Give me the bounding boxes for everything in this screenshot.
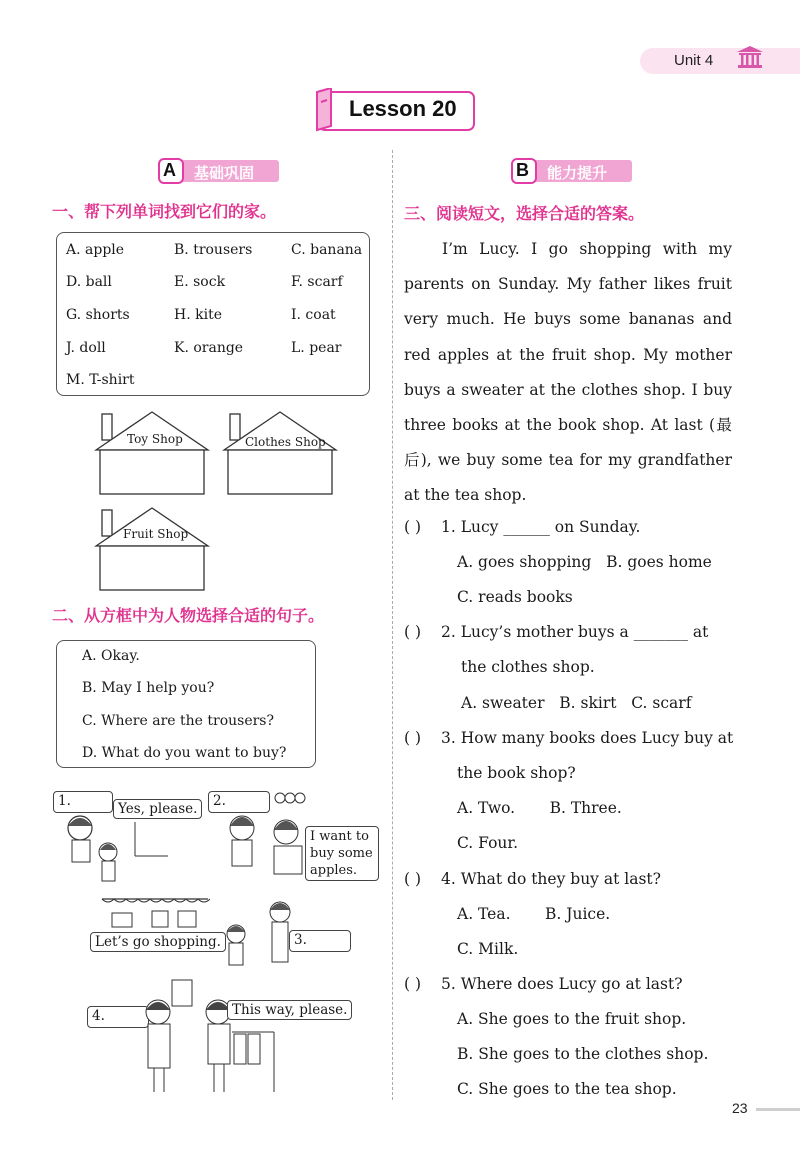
speech-bubble: Yes, please. [113,799,202,819]
sentence-option: C. Where are the trousers? [82,713,275,729]
question-stem-cont: the book shop? [457,764,576,782]
column-divider [392,150,393,1100]
question-option: A. Tea. B. Juice. [457,905,611,923]
shop-awning-illustration [100,893,210,933]
word-item: G. shorts [66,307,130,323]
blank-number: 1. [58,793,71,809]
house-clothes-shop [222,410,340,496]
question-option: C. Four. [457,834,519,852]
question-option: A. sweater B. skirt C. scarf [461,694,692,712]
speech-bubble: Let’s go shopping. [90,932,226,952]
blank-number: 3. [294,932,307,948]
question-option: A. goes shopping B. goes home [457,553,712,571]
question-option: A. Two. B. Three. [457,799,622,817]
question-option: C. reads books [457,588,573,606]
building-icon [735,44,765,70]
house-label: Toy Shop [127,432,183,446]
q2-heading: 二、从方框中为人物选择合适的句子。 [52,606,325,625]
section-a-label: 基础巩固 [194,164,255,182]
girl-shopper-illustration [60,812,170,884]
page-number-rule [756,1108,800,1111]
question-stem: 5. Where does Lucy go at last? [441,975,683,993]
sentence-option: A. Okay. [82,648,140,664]
book-icon [313,88,337,132]
answer-paren[interactable]: ( ) [404,870,422,888]
section-b-label: 能力提升 [547,164,608,182]
question-stem: 2. Lucy’s mother buys a _______ at [441,623,709,641]
question-option: C. She goes to the tea shop. [457,1080,677,1098]
unit-tab [640,48,800,74]
question-stem: 1. Lucy ______ on Sunday. [441,518,641,536]
word-item: D. ball [66,274,112,290]
answer-paren[interactable]: ( ) [404,623,422,641]
blank-number: 4. [92,1008,105,1024]
answer-paren[interactable]: ( ) [404,518,422,536]
house-label: Clothes Shop [245,435,326,449]
word-item: C. banana [291,242,363,258]
shop-assistant-illustration [128,978,278,1096]
question-stem-cont: the clothes shop. [461,658,595,676]
house-label: Fruit Shop [123,527,189,541]
lesson-title: Lesson 20 [349,96,457,121]
q1-heading: 一、帮下列单词找到它们的家。 [52,202,277,221]
speech-bubble: This way, please. [227,1000,352,1020]
answer-paren[interactable]: ( ) [404,729,422,747]
section-a-letter: A [163,160,176,180]
unit-label: Unit 4 [674,52,714,69]
family-illustration [220,900,300,970]
sentence-option: B. May I help you? [82,680,215,696]
section-b-letter: B [516,160,529,180]
question-stem: 4. What do they buy at last? [441,870,661,888]
word-item: L. pear [291,340,342,356]
word-item: J. doll [66,340,106,356]
word-item: K. orange [174,340,244,356]
speech-bubble: I want to buy some apples. [305,826,379,881]
word-item: I. coat [291,307,336,323]
word-item: M. T-shirt [66,372,135,388]
word-item: E. sock [174,274,226,290]
answer-bubble[interactable] [53,791,113,813]
blank-number: 2. [213,793,226,809]
word-item: B. trousers [174,242,253,258]
page-number: 23 [732,1100,748,1116]
answer-bubble[interactable] [289,930,351,952]
word-item: A. apple [66,242,125,258]
sentence-option: D. What do you want to buy? [82,745,287,761]
question-stem: 3. How many books does Lucy buy at [441,729,734,747]
question-option: B. She goes to the clothes shop. [457,1045,709,1063]
word-item: H. kite [174,307,222,323]
house-fruit-shop [94,506,212,592]
house-toy-shop [94,410,212,496]
answer-paren[interactable]: ( ) [404,975,422,993]
fruit-seller-illustration [228,790,308,880]
question-option: C. Milk. [457,940,519,958]
word-item: F. scarf [291,274,343,290]
reading-passage: I’m Lucy. I go shopping with my parents on Sunday. My father likes fruit very much. He buys some bananas and red apples at the fruit shop. My mother buys a sweater at the clothes shop. I buy three books at the book shop. At last (最后), we buy some tea for my grandfather at the tea shop. [404,240,732,505]
question-option: A. She goes to the fruit shop. [457,1010,687,1028]
q3-heading: 三、阅读短文，选择合适的答案。 [404,204,645,223]
